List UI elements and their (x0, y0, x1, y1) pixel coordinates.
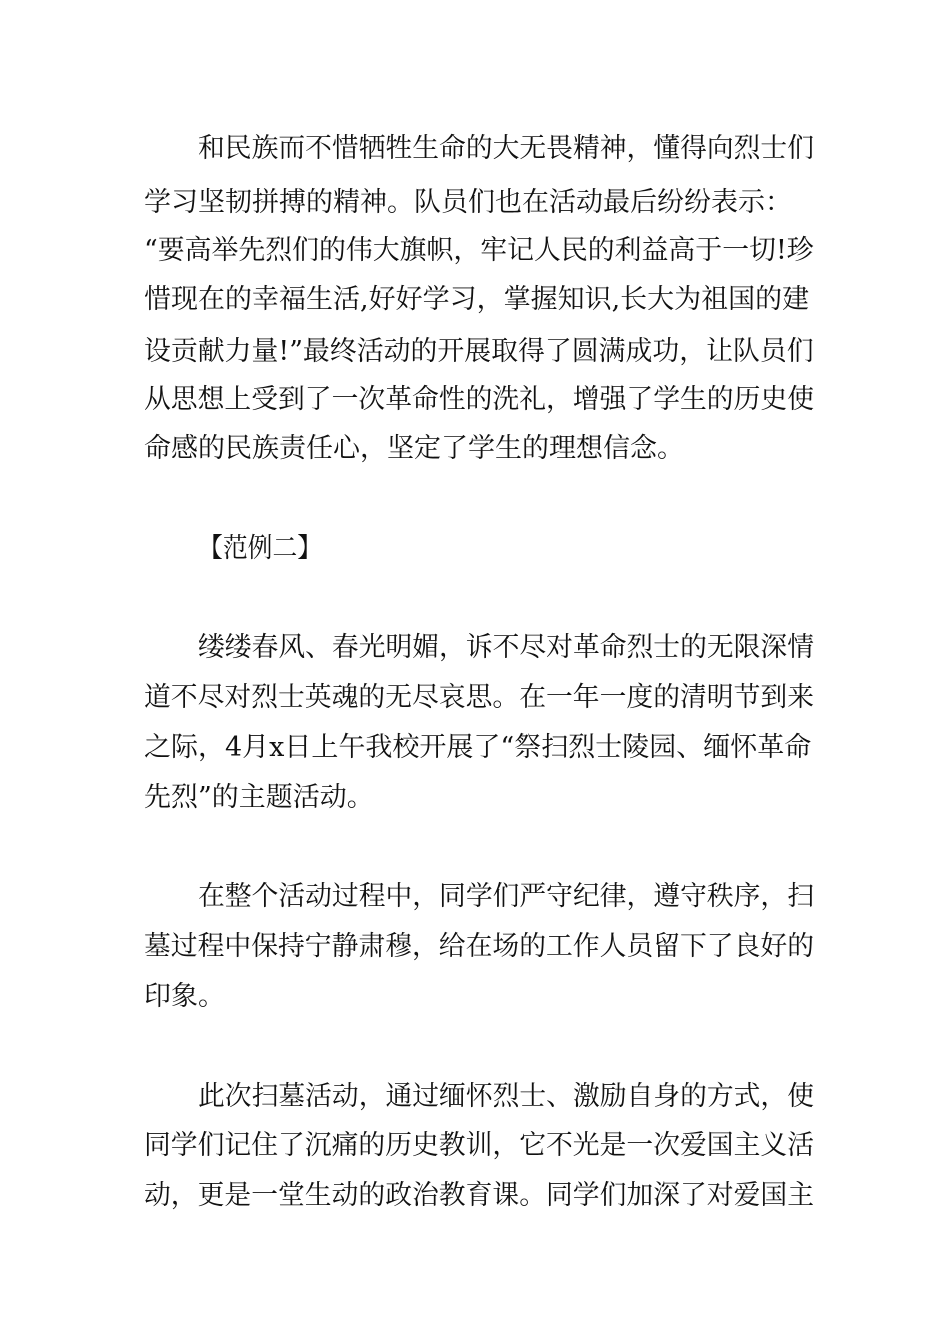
paragraph-3-line-2: 墓过程中保持宁静肃穆，给在场的工作人员留下了良好的 (144, 931, 815, 962)
paragraph-1-line-4: 惜现在的幸福生活,好好学习，掌握知识,长大为祖国的建 (144, 284, 810, 315)
paragraph-1-line-2: 学习坚韧拼搏的精神。队员们也在活动最后纷纷表示： (144, 187, 792, 218)
paragraph-4-line-2: 同学们记住了沉痛的历史教训，它不光是一次爱国主义活 (144, 1130, 815, 1161)
paragraph-2-line-1: 缕缕春风、春光明媚，诉不尽对革命烈士的无限深情 (198, 632, 814, 663)
paragraph-4-line-1: 此次扫墓活动，通过缅怀烈士、激励自身的方式，使 (198, 1081, 814, 1112)
paragraph-3-line-3: 印象。 (144, 981, 225, 1012)
paragraph-1-line-3: “要高举先烈们的伟大旗帜，牢记人民的利益高于一切!珍 (144, 235, 814, 266)
paragraph-1-line-7: 命感的民族责任心，坚定了学生的理想信念。 (144, 433, 684, 464)
paragraph-1-line-1: 和民族而不惜牺牲生命的大无畏精神，懂得向烈士们 (198, 133, 814, 164)
paragraph-2-line-4: 先烈”的主题活动。 (144, 782, 374, 813)
paragraph-2-line-3: 之际，4月x日上午我校开展了“祭扫烈士陵园、缅怀革命 (144, 732, 812, 763)
paragraph-1-line-6: 从思想上受到了一次革命性的洗礼，增强了学生的历史使 (144, 384, 815, 415)
paragraph-2-line-2: 道不尽对烈士英魂的无尽哀思。在一年一度的清明节到来 (144, 682, 815, 713)
paragraph-1-line-5: 设贡献力量!”最终活动的开展取得了圆满成功，让队员们 (144, 336, 814, 367)
paragraph-3-line-1: 在整个活动过程中，同学们严守纪律，遵守秩序，扫 (198, 881, 814, 912)
paragraph-4-line-3: 动，更是一堂生动的政治教育课。同学们加深了对爱国主 (144, 1180, 815, 1211)
section-heading: 【范例二】 (198, 533, 323, 564)
